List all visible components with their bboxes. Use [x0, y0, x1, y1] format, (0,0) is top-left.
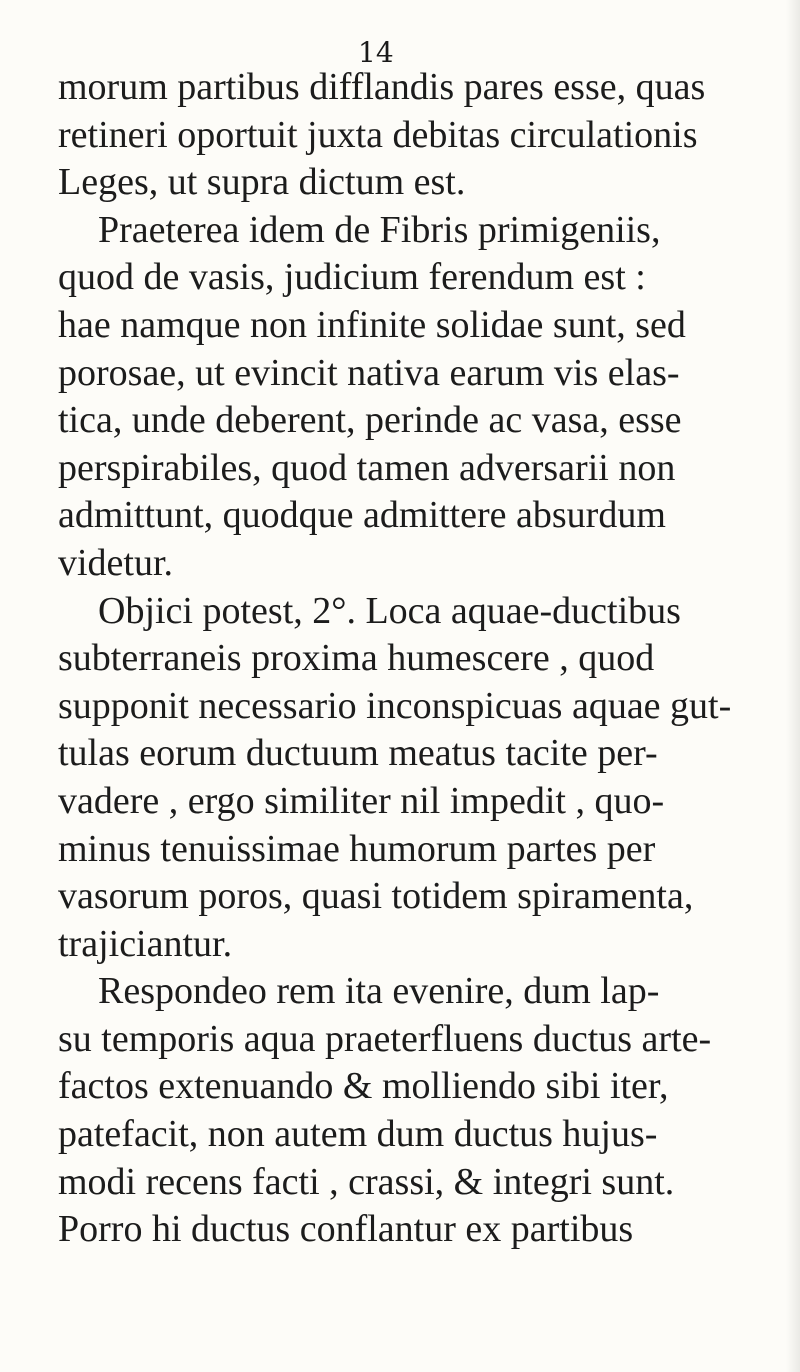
text-line: perspirabiles, quod tamen adversarii non [58, 446, 676, 489]
text-line: patefacit, non autem dum ductus hujus- [58, 1113, 658, 1156]
text-line: tica, unde deberent, perinde ac vasa, esse [58, 399, 682, 442]
text-line: porosae, ut evincit nativa earum vis elas- [58, 351, 680, 394]
text-line: morum partibus difflandis pares esse, quas [58, 66, 706, 108]
text-line: su temporis aqua praeterfluens ductus arte- [58, 1017, 712, 1060]
text-line: tulas eorum ductuum meatus tacite per- [58, 732, 658, 775]
page-edge-shadow [786, 0, 800, 1372]
text-line: supponit necessario inconspicuas aquae gut- [58, 684, 732, 727]
page-number: 14 [358, 36, 394, 69]
paragraph-start-line: Objici potest, 2°. Loca aquae-ductibus [98, 589, 681, 632]
text-line: Leges, ut supra dictum est. [58, 161, 466, 204]
paragraph-start-line: Respondeo rem ita evenire, dum lap- [98, 970, 660, 1013]
text-line: vasorum poros, quasi totidem spiramenta, [58, 875, 694, 918]
body-text [58, 64, 790, 1254]
text-line: minus tenuissimae humorum partes per [58, 827, 656, 870]
paragraph-start-line: Praeterea idem de Fibris primigeniis, [98, 208, 661, 251]
text-line: vadere , ergo similiter nil impedit , quo- [58, 779, 665, 822]
text-line: modi recens facti , crassi, & integri sunt. [58, 1160, 675, 1203]
text-line: quod de vasis, judicium ferendum est : [58, 256, 646, 299]
text-line: hae namque non infinite solidae sunt, sed [58, 303, 686, 346]
text-line: trajiciantur. [58, 922, 233, 965]
text-line: retineri oportuit juxta debitas circulationis [58, 113, 698, 156]
text-line: Porro hi ductus conflantur ex partibus [58, 1208, 634, 1251]
text-line: factos extenuando & molliendo sibi iter, [58, 1065, 669, 1108]
text-line: admittunt, quodque admittere absurdum [58, 494, 666, 537]
text-line: videtur. [58, 541, 174, 584]
text-line: subterraneis proxima humescere , quod [58, 637, 655, 680]
